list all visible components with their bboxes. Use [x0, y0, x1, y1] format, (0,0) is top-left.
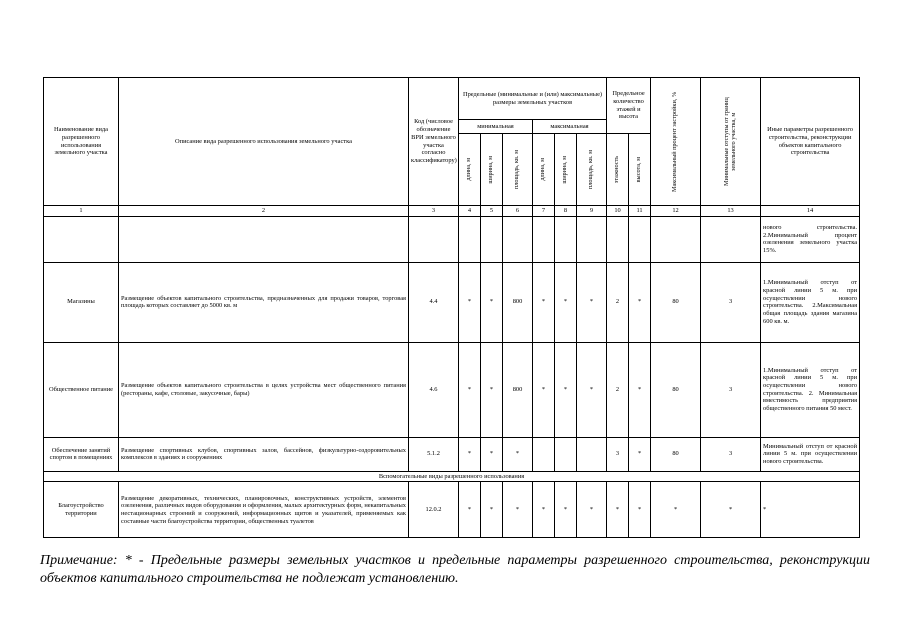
header-floors: этажность: [607, 134, 629, 206]
row-value: *: [577, 342, 607, 437]
row-value: *: [629, 482, 651, 538]
row-value: 2: [607, 262, 629, 342]
header-max-area: площадь, кв. м: [577, 134, 607, 206]
row-value: *: [481, 342, 503, 437]
row-other-params: *: [761, 482, 860, 538]
header-minimal: минимальная: [459, 120, 533, 134]
row-value: *: [459, 262, 481, 342]
row-other-params: 1.Минимальный отступ от красной линии 5 м. при осуществлении нового строительства. 2. Минимальная вместимость предприятия общественного питания 50 мест.: [761, 342, 860, 437]
row-value: 3: [701, 437, 761, 471]
header-limit-sizes: Предельные (минимальные и (или) максимальные) размеры земельных участков: [459, 78, 607, 120]
column-number: 11: [629, 206, 651, 217]
header-max-width: ширина, м: [555, 134, 577, 206]
row-value: [577, 437, 607, 471]
row-value: *: [629, 262, 651, 342]
row-description: Размещение декоративных, технических, планировочных, конструктивных устройств, элементов озеленения, различных видов оборудования и оформления, малых архитектурных форм, некапитальных нестационарных строений и сооружений, информационных щитов и указателей, применяемых как составные части благоустройства территории, общественных туалетов: [119, 482, 409, 538]
row-value: [651, 216, 701, 262]
column-number: 10: [607, 206, 629, 217]
row-value: *: [533, 342, 555, 437]
row-value: *: [651, 482, 701, 538]
row-value: 80: [651, 262, 701, 342]
row-value: [555, 216, 577, 262]
row-value: [459, 216, 481, 262]
row-value: [701, 216, 761, 262]
header-min-area: площадь, кв. м: [503, 134, 533, 206]
row-value: 800: [503, 262, 533, 342]
row-code: 12.0.2: [409, 482, 459, 538]
row-value: *: [503, 482, 533, 538]
row-value: *: [481, 482, 503, 538]
row-code: 4.4: [409, 262, 459, 342]
row-value: *: [459, 437, 481, 471]
row-other-params: Минимальный отступ от красной линии 5 м. при осуществлении нового строительства.: [761, 437, 860, 471]
column-number: 3: [409, 206, 459, 217]
row-name: Общественное питание: [44, 342, 119, 437]
row-value: [533, 216, 555, 262]
row-name: [44, 216, 119, 262]
row-value: *: [555, 262, 577, 342]
row-value: *: [533, 262, 555, 342]
row-value: *: [481, 437, 503, 471]
table-body: [44, 216, 860, 538]
regulation-table: [43, 77, 860, 538]
section-row: [44, 471, 860, 482]
row-other-params: 1.Минимальный отступ от красной линии 5 м. при осуществлении нового строительства. 2.Максимальная общая площадь здания магазина 600 кв. м.: [761, 262, 860, 342]
footnote: Примечание: * - Предельные размеры земельных участков и предельные параметры разрешенного строительства, реконструкции объектов капитального строительства не подлежат установлению.: [40, 553, 870, 586]
row-code: 5.1.2: [409, 437, 459, 471]
header-height: высота, м: [629, 134, 651, 206]
column-number: 5: [481, 206, 503, 217]
row-other-params: нового строительства. 2.Минимальный процент озеленения земельного участка 15%.: [761, 216, 860, 262]
column-numbers-row: [44, 206, 860, 217]
section-title: Вспомогательные виды разрешенного использования: [44, 471, 860, 482]
row-value: [481, 216, 503, 262]
row-value: *: [533, 482, 555, 538]
row-value: *: [555, 342, 577, 437]
header-floors-group: Предельное количество этажей и высота: [607, 78, 651, 134]
row-value: [503, 216, 533, 262]
row-value: *: [503, 437, 533, 471]
row-value: [555, 437, 577, 471]
row-value: *: [481, 262, 503, 342]
row-value: 80: [651, 437, 701, 471]
header-min-width: ширина, м: [481, 134, 503, 206]
table-row: [44, 482, 860, 538]
column-number: 2: [119, 206, 409, 217]
table-row: [44, 216, 860, 262]
row-code: 4.6: [409, 342, 459, 437]
row-description: [119, 216, 409, 262]
header-max-length: длина, м: [533, 134, 555, 206]
column-number: 4: [459, 206, 481, 217]
header-max-percent: Максимальный процент застройки, %: [651, 78, 701, 206]
row-value: [629, 216, 651, 262]
header-min-setback: Минимальные отступы от границ земельного участка, м: [701, 78, 761, 206]
row-value: 80: [651, 342, 701, 437]
table-row: [44, 437, 860, 471]
table-row: [44, 342, 860, 437]
header-maximal: максимальная: [533, 120, 607, 134]
header-min-length: длина, м: [459, 134, 481, 206]
column-number: 7: [533, 206, 555, 217]
row-value: *: [701, 482, 761, 538]
column-number: 12: [651, 206, 701, 217]
row-value: 800: [503, 342, 533, 437]
column-number: 13: [701, 206, 761, 217]
row-value: 3: [607, 437, 629, 471]
table-row: [44, 262, 860, 342]
header-code: Код (числовое обозначение ВРИ земельного участка согласно классификатору): [409, 78, 459, 206]
row-value: *: [629, 437, 651, 471]
row-value: *: [555, 482, 577, 538]
row-value: 3: [701, 342, 761, 437]
column-number: 6: [503, 206, 533, 217]
column-number: 1: [44, 206, 119, 217]
row-value: [607, 216, 629, 262]
row-value: *: [577, 482, 607, 538]
row-value: *: [459, 342, 481, 437]
header-other: Иные параметры разрешенного строительства, реконструкции объектов капитального строительства: [761, 78, 860, 206]
row-value: [577, 216, 607, 262]
row-description: Размещение объектов капитального строительства, предназначенных для продажи товаров, торговая площадь которых составляет до 5000 кв. м: [119, 262, 409, 342]
row-value: *: [459, 482, 481, 538]
header-name: Наименование вида разрешенного использования земельного участка: [44, 78, 119, 206]
row-description: Размещение объектов капитального строительства в целях устройства мест общественного питания (рестораны, кафе, столовые, закусочные, бары): [119, 342, 409, 437]
row-value: *: [577, 262, 607, 342]
row-name: Магазины: [44, 262, 119, 342]
column-number: 8: [555, 206, 577, 217]
column-number: 9: [577, 206, 607, 217]
row-value: 2: [607, 342, 629, 437]
row-value: [533, 437, 555, 471]
column-number: 14: [761, 206, 860, 217]
header-description: Описание вида разрешенного использования земельного участка: [119, 78, 409, 206]
row-description: Размещение спортивных клубов, спортивных залов, бассейнов, физкультурно-оздоровительных комплексов в зданиях и сооружениях: [119, 437, 409, 471]
row-name: Благоустройство территории: [44, 482, 119, 538]
row-name: Обеспечение занятий спортом в помещениях: [44, 437, 119, 471]
row-value: *: [629, 342, 651, 437]
row-code: [409, 216, 459, 262]
row-value: 3: [701, 262, 761, 342]
row-value: *: [607, 482, 629, 538]
